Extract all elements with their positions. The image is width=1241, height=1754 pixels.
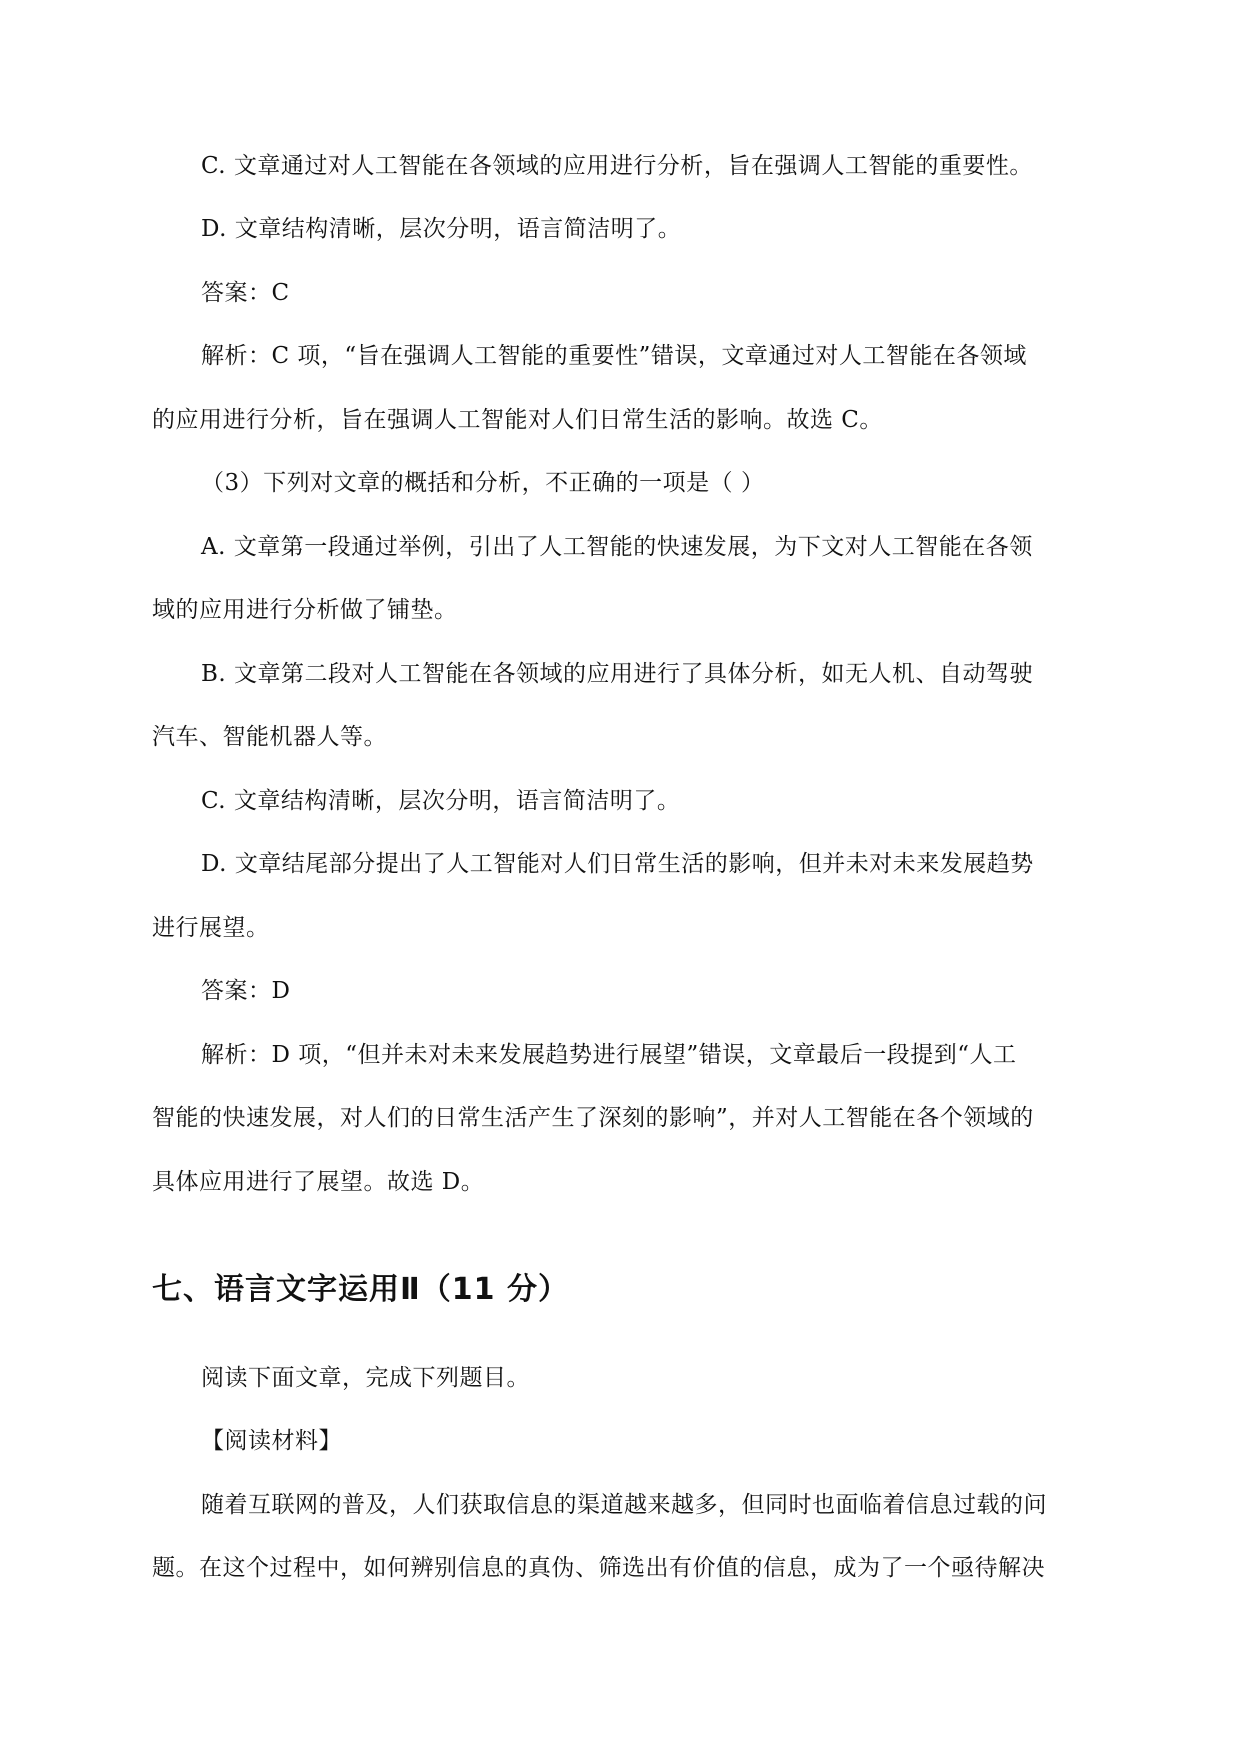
option-b-line-1: B. 文章第二段对人工智能在各领域的应用进行了具体分析，如无人机、自动驾驶 <box>201 661 1034 687</box>
material-line-2: 题。在这个过程中，如何辨别信息的真伪、筛选出有价值的信息，成为了一个亟待解决 <box>152 1555 1045 1581</box>
option-d-line-2: 进行展望。 <box>152 915 270 941</box>
option-d-line: D. 文章结构清晰，层次分明，语言简洁明了。 <box>201 216 682 242</box>
analysis-line-2: 的应用进行分析，旨在强调人工智能对人们日常生活的影响。故选 C。 <box>152 407 883 433</box>
document-page <box>152 0 1092 1754</box>
question-3-line: （3）下列对文章的概括和分析，不正确的一项是（ ） <box>201 470 765 496</box>
analysis-2-line-1: 解析：D 项，“但并未对未来发展趋势进行展望”错误，文章最后一段提到“人工 <box>201 1042 1017 1068</box>
analysis-2-line-3: 具体应用进行了展望。故选 D。 <box>152 1169 485 1195</box>
section-heading: 七、语言文字运用Ⅱ（11 分） <box>152 1272 569 1307</box>
option-b-line-2: 汽车、智能机器人等。 <box>152 724 387 750</box>
option-c-line: C. 文章通过对人工智能在各领域的应用进行分析，旨在强调人工智能的重要性。 <box>201 153 1033 179</box>
analysis-line-1: 解析：C 项，“旨在强调人工智能的重要性”错误，文章通过对人工智能在各领域 <box>201 343 1027 369</box>
analysis-2-line-2: 智能的快速发展，对人们的日常生活产生了深刻的影响”，并对人工智能在各个领域的 <box>152 1105 1034 1131</box>
material-line-1: 随着互联网的普及，人们获取信息的渠道越来越多，但同时也面临着信息过载的问 <box>201 1492 1047 1518</box>
option-a-line-2: 域的应用进行分析做了铺垫。 <box>152 597 458 623</box>
option-c-line-2: C. 文章结构清晰，层次分明，语言简洁明了。 <box>201 788 681 814</box>
option-a-line-1: A. 文章第一段通过举例，引出了人工智能的快速发展，为下文对人工智能在各领 <box>201 534 1033 560</box>
answer-line-2: 答案：D <box>201 978 291 1004</box>
material-label: 【阅读材料】 <box>201 1428 342 1454</box>
instruction-line: 阅读下面文章，完成下列题目。 <box>201 1365 530 1391</box>
option-d-line-1: D. 文章结尾部分提出了人工智能对人们日常生活的影响，但并未对未来发展趋势 <box>201 851 1034 877</box>
answer-line: 答案：C <box>201 280 290 306</box>
